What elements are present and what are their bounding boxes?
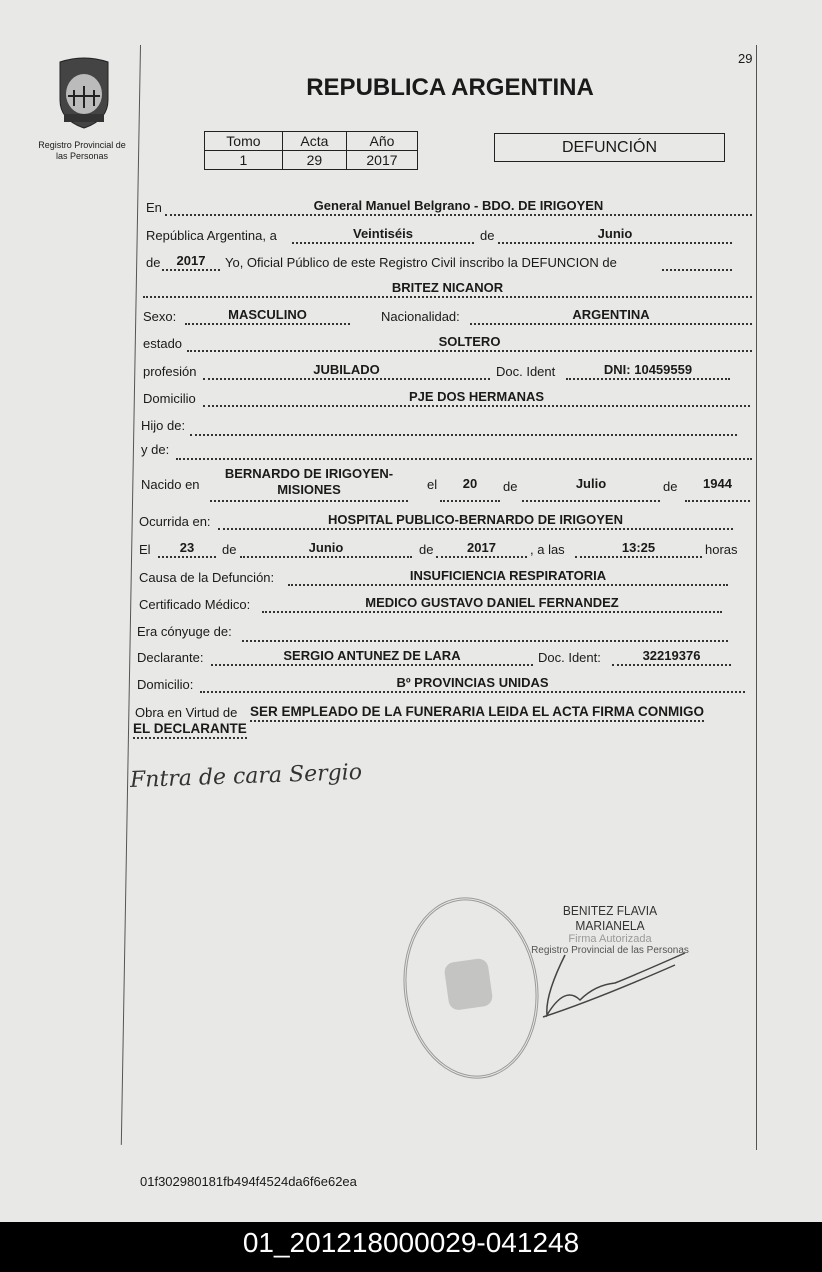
header-acta: Acta [282, 132, 346, 151]
field-obra-2: EL DECLARANTE [133, 721, 247, 739]
field-causa: INSUFICIENCIA RESPIRATORIA [288, 568, 728, 586]
label-declarante: Declarante: [137, 650, 204, 665]
label-domicilio-2: Domicilio: [137, 677, 194, 692]
field-blank [662, 253, 732, 271]
label-de-5: de [222, 542, 237, 557]
logo-caption-1: Registro Provincial de [38, 140, 126, 150]
logo-caption [22, 140, 142, 162]
footer-id: 01_201218000029-041248 [242, 1227, 580, 1258]
field-certificado: MEDICO GUSTAVO DANIEL FERNANDEZ [262, 595, 722, 613]
label-de-4: de [663, 479, 678, 494]
field-nacionalidad: ARGENTINA [470, 307, 752, 325]
label-en: En [146, 200, 162, 215]
header-tomo: Tomo [205, 132, 283, 151]
label-y-de: y de: [141, 442, 170, 457]
field-ocurrida: HOSPITAL PUBLICO-BERNARDO DE IRIGOYEN [218, 512, 733, 530]
field-mes: Junio [498, 226, 732, 244]
value-acta: 29 [282, 151, 346, 170]
value-tomo: 1 [205, 151, 283, 170]
page-number: 29 [738, 51, 753, 66]
officer-role: Firma Autorizada [568, 933, 652, 945]
label-de: de [480, 228, 495, 243]
field-doc: DNI: 10459559 [566, 362, 730, 380]
label-horas: horas [705, 542, 738, 557]
header-anio: Año [346, 132, 417, 151]
label-de-6: de [419, 542, 434, 557]
label-sexo: Sexo: [143, 309, 177, 324]
field-conyuge [242, 624, 728, 642]
label-a-las: , a las [530, 542, 565, 557]
field-sexo: MASCULINO [185, 307, 350, 325]
province-logo [52, 56, 116, 130]
value-anio: 2017 [346, 151, 417, 170]
field-anio: 2017 [162, 253, 220, 271]
field-nac-anio: 1944 [685, 476, 750, 502]
label-certificado: Certificado Médico: [139, 597, 251, 612]
nacido-en-line-2: MISIONES [277, 482, 341, 497]
field-lugar: General Manuel Belgrano - BDO. DE IRIGOYEN [165, 198, 752, 216]
field-nombre: BRITEZ NICANOR [143, 280, 752, 298]
field-nac-dia: 20 [440, 476, 500, 502]
label-de-2: de [146, 255, 161, 270]
right-margin-line [756, 45, 757, 1150]
field-hora: 13:25 [575, 540, 702, 558]
label-republica: República Argentina, a [146, 228, 277, 243]
document-hash: 01f302980181fb494f4524da6f6e62ea [140, 1174, 357, 1189]
field-estado: SOLTERO [187, 334, 752, 352]
field-dia: Veintiséis [292, 226, 474, 244]
label-profesion: profesión [143, 364, 197, 379]
label-el: el [427, 477, 438, 492]
field-def-mes: Junio [240, 540, 412, 558]
document-type-box: DEFUNCIÓN [494, 133, 725, 162]
stamp-crest-icon [443, 957, 493, 1011]
field-profesion: JUBILADO [203, 362, 490, 380]
field-dec-doc: 32219376 [612, 648, 731, 666]
field-dec-domicilio: Bº PROVINCIAS UNIDAS [200, 675, 745, 693]
handwritten-signature: Fntra de cara Sergio [129, 759, 363, 794]
record-table [204, 131, 418, 170]
left-margin-line [121, 45, 141, 1145]
field-def-anio: 2017 [436, 540, 527, 558]
field-nac-mes: Julio [522, 476, 660, 502]
label-nacido-en: Nacido en [141, 477, 200, 492]
label-doc-ident: Doc. Ident [496, 364, 556, 379]
footer-bar [0, 1222, 822, 1272]
field-obra-1: SER EMPLEADO DE LA FUNERARIA LEIDA EL ACTA FIRMA CONMIGO [250, 704, 704, 722]
nacido-en-line-1: BERNARDO DE IRIGOYEN- [224, 466, 394, 481]
officer-office: Registro Provincial de las Personas [531, 945, 689, 956]
label-yo: Yo, Oficial Público de este Registro Civil inscribo la DEFUNCION de [225, 255, 617, 270]
field-nacido-en [210, 466, 408, 502]
label-el-cap: El [139, 542, 151, 557]
label-obra: Obra en Virtud de [135, 705, 238, 720]
label-hijo-de: Hijo de: [141, 418, 186, 433]
field-madre [176, 442, 752, 460]
label-doc-ident-2: Doc. Ident: [538, 650, 601, 665]
logo-caption-2: las Personas [55, 151, 109, 161]
label-ocurrida-en: Ocurrida en: [139, 514, 211, 529]
label-causa: Causa de la Defunción: [139, 570, 275, 585]
label-nacionalidad: Nacionalidad: [381, 309, 460, 324]
field-padre [190, 418, 737, 436]
label-de-3: de [503, 479, 518, 494]
field-declarante: SERGIO ANTUNEZ DE LARA [211, 648, 533, 666]
field-domicilio: PJE DOS HERMANAS [203, 389, 750, 407]
label-domicilio: Domicilio [143, 391, 196, 406]
field-def-dia: 23 [158, 540, 216, 558]
label-conyuge: Era cónyuge de: [137, 624, 232, 639]
officer-signature [535, 945, 695, 1025]
officer-name: BENITEZ FLAVIA MARIANELA [562, 903, 658, 933]
label-estado: estado [143, 336, 183, 351]
page-title: REPUBLICA ARGENTINA [306, 74, 594, 101]
